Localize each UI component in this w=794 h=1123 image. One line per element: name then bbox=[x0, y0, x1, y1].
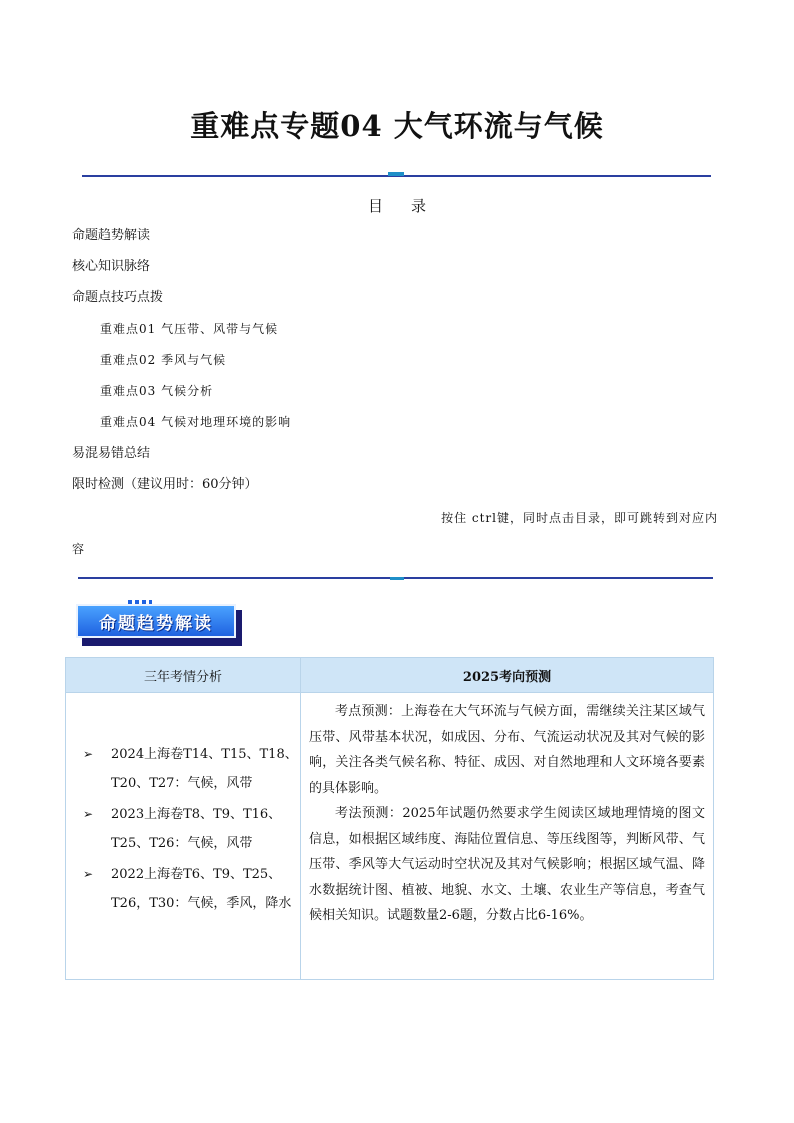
section-badge-dots bbox=[128, 600, 152, 604]
toc-item-focus-04[interactable]: 重难点04 气候对地理环境的影响 bbox=[100, 415, 292, 429]
toc-item-focus-01[interactable]: 重难点01 气压带、风带与气候 bbox=[100, 322, 279, 336]
forecast-method-paragraph: 考法预测：2025年试题仍然要求学生阅读区域地理情境的图文信息，如根据区域纬度、海陆位置信息、等压线图等，判断风带、气压带、季风等大气运动时空状况及其对气候影响；根据区域气温、降水数据统计图、植被、地貌、水文、土壤、农业生产等信息，考查气候相关知识。试题数量2-6题，分数占比6-16%。 bbox=[309, 806, 705, 923]
toc-item-trend[interactable]: 命题趋势解读 bbox=[72, 228, 151, 243]
table-header-analysis: 三年考情分析 bbox=[66, 658, 301, 693]
toc-item-focus-03[interactable]: 重难点03 气候分析 bbox=[100, 384, 214, 398]
section-badge-label: 命题趋势解读 bbox=[76, 604, 236, 638]
toc-navigation-note: 按住 ctrl键，同时点击目录，即可跳转到对应内 bbox=[441, 511, 718, 525]
toc-item-mistakes[interactable]: 易混易错总结 bbox=[72, 446, 151, 461]
arrow-bullet-icon: ➢ bbox=[83, 867, 94, 881]
list-item bbox=[67, 860, 299, 918]
page-title: 重难点专题04 大气环流与气候 bbox=[190, 109, 604, 143]
list-item bbox=[67, 800, 299, 858]
table-header-forecast: 2025考向预测 bbox=[301, 658, 714, 693]
toc-navigation-note-wrap: 容 bbox=[72, 542, 85, 556]
toc-heading: 目录 bbox=[367, 197, 454, 215]
section-badge bbox=[76, 604, 243, 646]
forecast-topic-paragraph: 考点预测：上海卷在大气环流与气候方面，需继续关注某区域气压带、风带基本状况，如成因、分布、气流运动状况及其对气候的影响，关注各类气候名称、特征、成因、对自然地理和人文环境各要素的具体影响。 bbox=[309, 704, 705, 796]
toc-item-timed-test[interactable]: 限时检测（建议用时：60分钟） bbox=[72, 477, 258, 492]
exam-history-2023: 2023上海卷T8、T9、T16、T25、T26：气候，风带 bbox=[111, 807, 282, 851]
forecast-table bbox=[65, 657, 714, 980]
exam-history-list bbox=[67, 694, 299, 918]
toc-item-knowledge[interactable]: 核心知识脉络 bbox=[72, 259, 151, 274]
analysis-cell bbox=[66, 693, 301, 980]
arrow-bullet-icon: ➢ bbox=[83, 747, 94, 761]
exam-history-2022: 2022上海卷T6、T9、T25、T26，T30：气候，季风，降水 bbox=[111, 867, 292, 911]
exam-history-2024: 2024上海卷T14、T15、T18、T20、T27：气候，风带 bbox=[111, 747, 298, 791]
list-item bbox=[67, 740, 299, 798]
toc-item-focus-02[interactable]: 重难点02 季风与气候 bbox=[100, 353, 227, 367]
toc-item-skills[interactable]: 命题点技巧点拨 bbox=[72, 290, 164, 305]
forecast-cell bbox=[301, 693, 714, 980]
arrow-bullet-icon: ➢ bbox=[83, 807, 94, 821]
title-divider-accent bbox=[388, 172, 404, 176]
toc-divider-accent bbox=[390, 577, 404, 580]
